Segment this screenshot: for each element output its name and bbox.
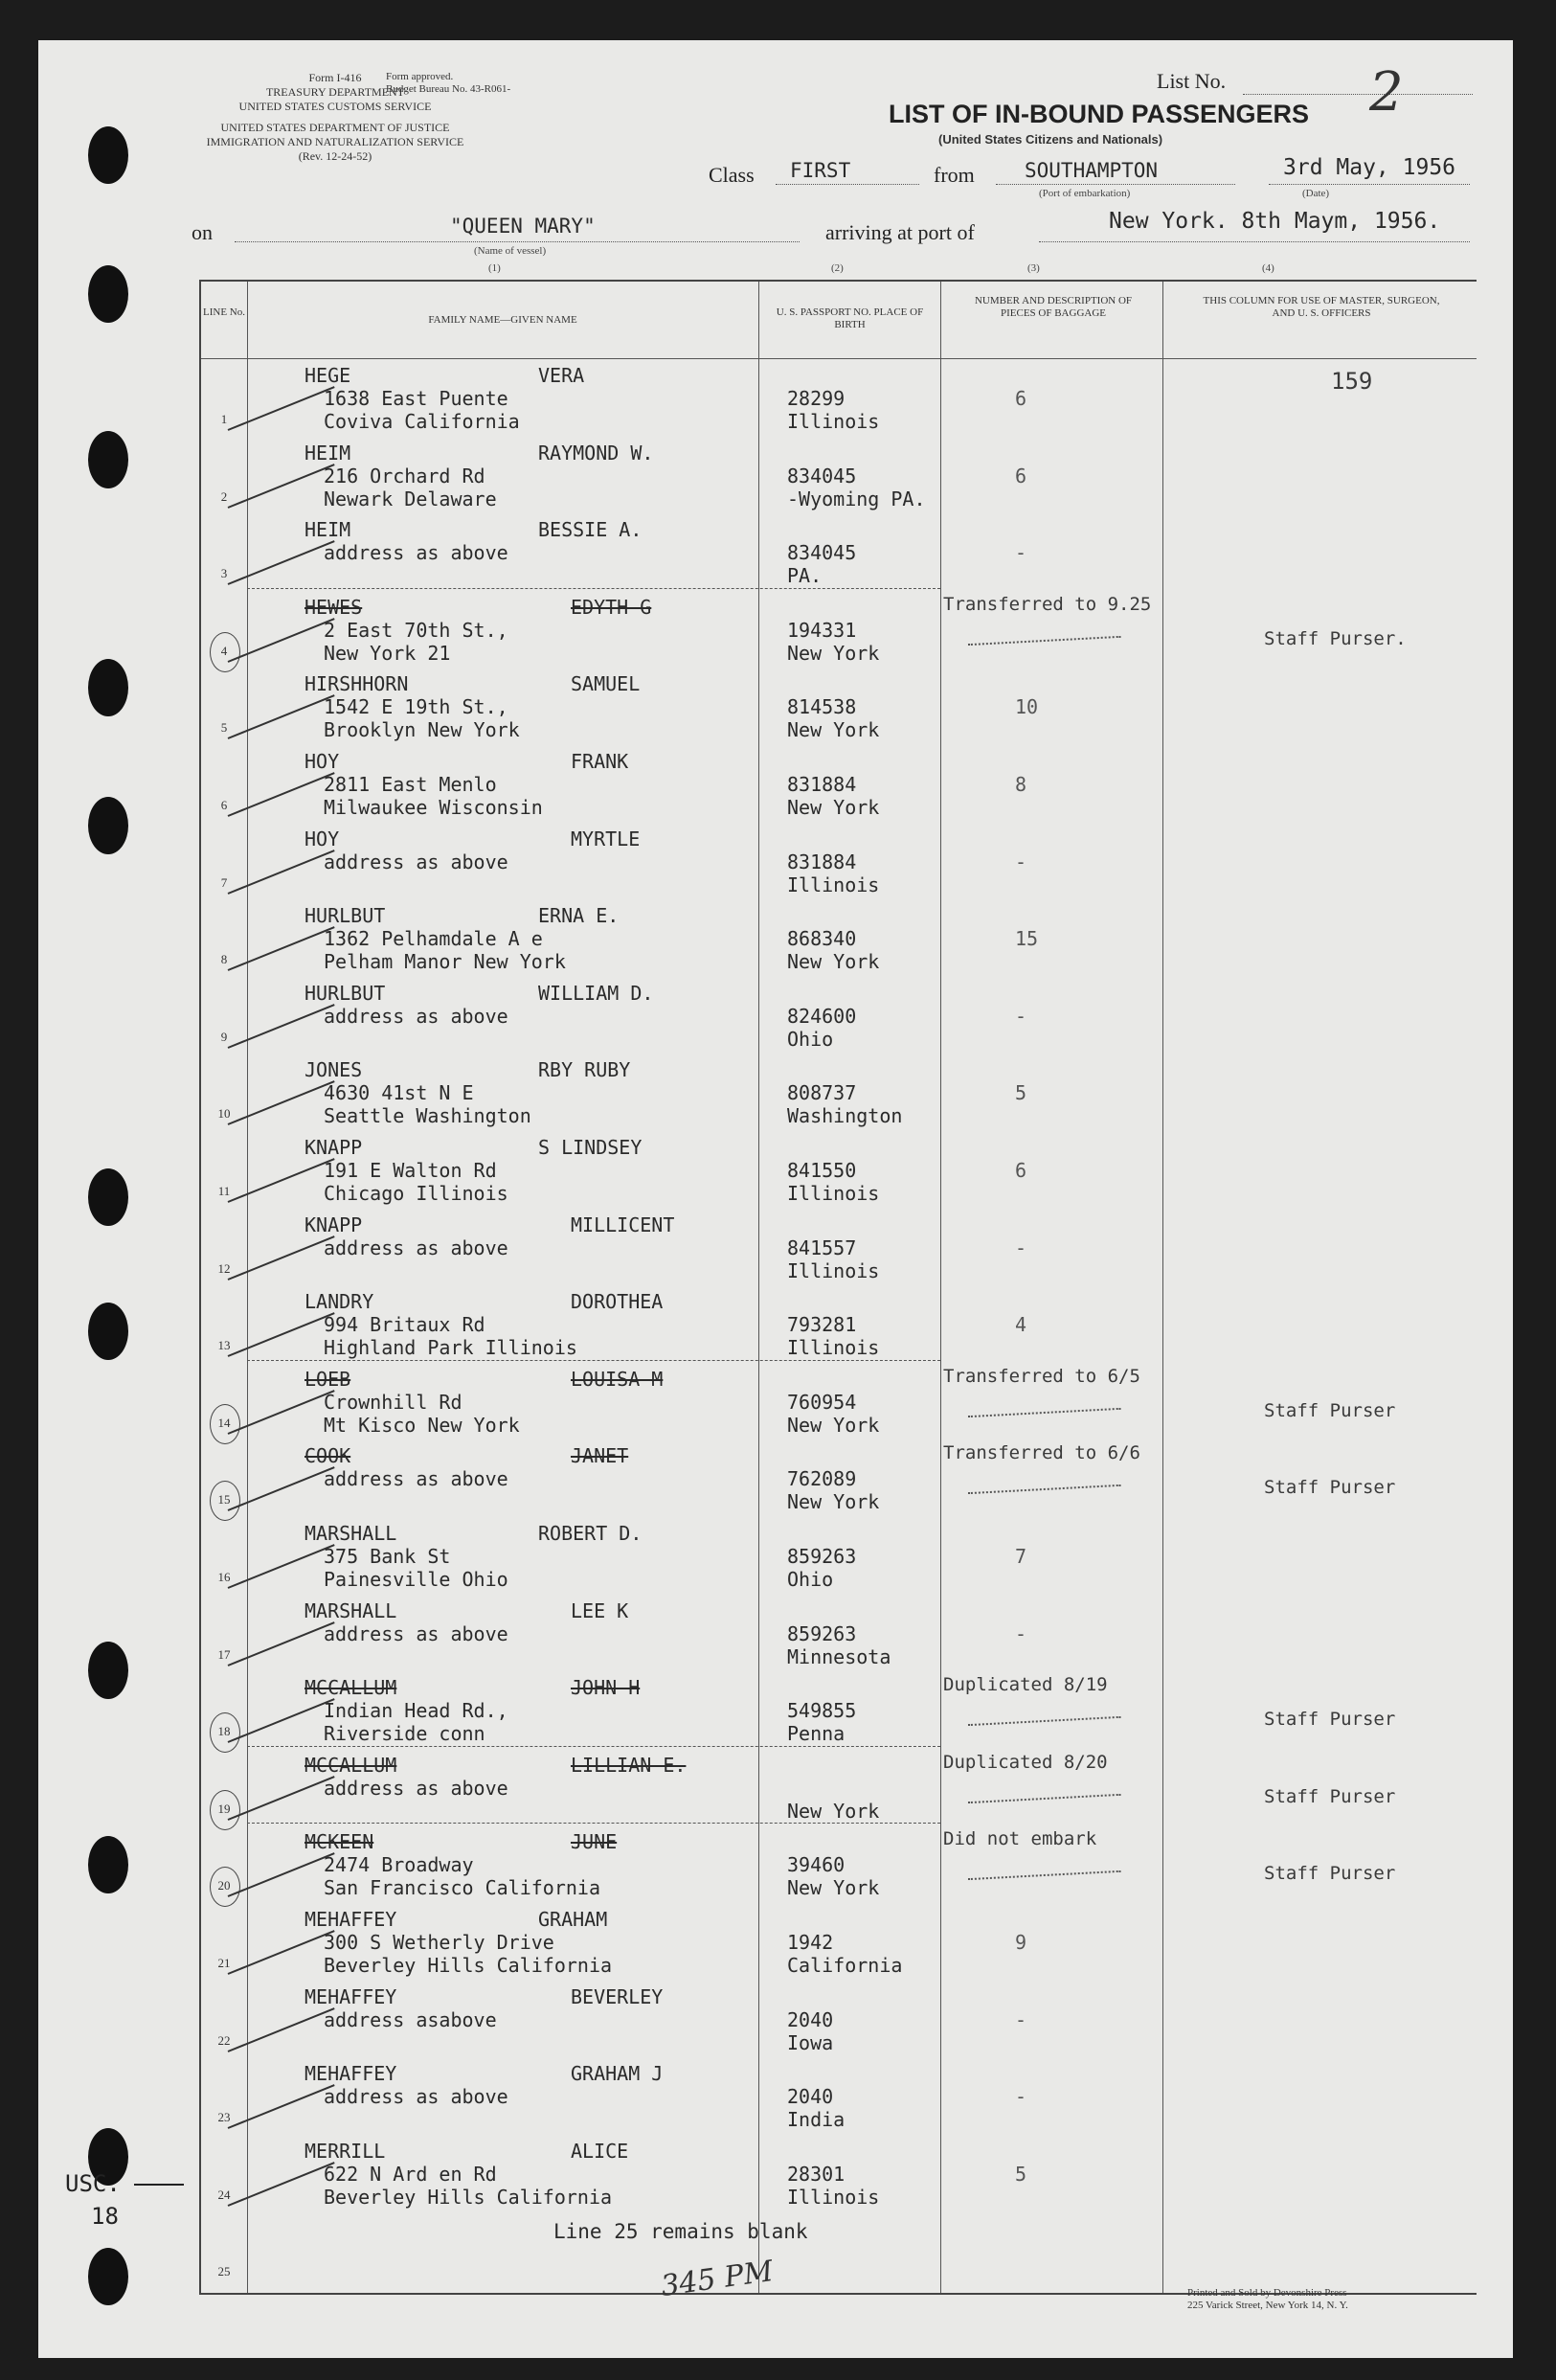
address-line-1: 622 N Ard en Rd: [324, 2162, 497, 2186]
address-line-2: Coviva California: [324, 410, 520, 433]
given-name: FRANK: [571, 750, 629, 773]
place-of-birth: PA.: [787, 564, 823, 588]
address-line-2: Milwaukee Wisconsin: [324, 796, 543, 819]
family-name: HEWES: [304, 595, 363, 619]
address-line-1: 2474 Broadway: [324, 1853, 474, 1877]
line-number: 2: [220, 488, 228, 504]
place-of-birth: New York: [787, 1876, 880, 1900]
column-header-officers: THIS COLUMN FOR USE OF MASTER, SURGEON, AND U. S. OFFICERS: [1203, 295, 1440, 319]
baggage-count: -: [1015, 1004, 1027, 1028]
given-name: MYRTLE: [571, 827, 641, 850]
embarkation-caption: (Port of embarkation): [1039, 188, 1131, 199]
line-number: 12: [217, 1260, 231, 1276]
check-mark: [228, 1312, 335, 1357]
given-name: LEE K: [571, 1598, 629, 1622]
passenger-list-sheet: [38, 40, 1513, 2358]
passport-number: 762089: [787, 1467, 857, 1491]
passport-number: 549855: [787, 1699, 857, 1723]
place-of-birth: New York: [787, 1799, 880, 1823]
given-name: LOUISA M: [571, 1367, 664, 1391]
line-number: 10: [217, 1106, 231, 1122]
circled-line-mark: [210, 1712, 240, 1753]
family-name: MERRILL: [304, 2139, 386, 2163]
place-of-birth: New York: [787, 1413, 880, 1437]
check-mark: [228, 850, 335, 895]
address-line-1: 375 Bank St: [324, 1545, 451, 1568]
officer-note: Staff Purser: [1264, 1863, 1396, 1885]
passport-number: 841557: [787, 1235, 857, 1259]
check-mark: [228, 1004, 335, 1049]
column-number-2: (2): [831, 262, 844, 274]
passport-number: 831884: [787, 850, 857, 873]
baggage-count: 5: [1015, 2162, 1027, 2186]
given-name: GRAHAM J: [571, 2062, 664, 2086]
row-separator: [247, 588, 940, 589]
printer-credit: Printed and Sold by Devonshire Press 225 Varick Street, New York 14, N. Y.: [1187, 2287, 1348, 2311]
place-of-birth: Illinois: [787, 873, 880, 896]
place-of-birth: Illinois: [787, 1182, 880, 1205]
family-name: HURLBUT: [304, 904, 386, 928]
given-name: RBY RUBY: [538, 1058, 631, 1082]
document-title: LIST OF IN-BOUND PASSENGERS: [889, 100, 1310, 128]
address-line-1: 216 Orchard Rd: [324, 464, 485, 487]
family-name: LOEB: [304, 1367, 351, 1391]
check-mark: [228, 1081, 335, 1126]
circled-line-mark: [210, 632, 240, 672]
passport-number: 868340: [787, 927, 857, 951]
binder-hole: [88, 1303, 128, 1360]
passport-number: 2040: [787, 2007, 834, 2031]
line-number: 1: [220, 412, 228, 426]
given-name: BEVERLEY: [571, 1984, 664, 2008]
address-line-1: address as above: [324, 850, 508, 873]
place-of-birth: New York: [787, 718, 880, 742]
address-line-2: Newark Delaware: [324, 487, 497, 510]
embarkation-underline: [996, 184, 1235, 185]
check-mark: [228, 618, 335, 663]
row-separator: [247, 1360, 940, 1361]
check-mark: [228, 464, 335, 509]
place-of-birth: Washington: [787, 1104, 903, 1128]
date-caption: (Date): [1302, 188, 1330, 199]
address-line-1: address as above: [324, 541, 508, 565]
baggage-count: -: [1015, 2007, 1027, 2031]
margin-strike-mark: [134, 2184, 184, 2186]
passport-number: 194331: [787, 618, 857, 642]
baggage-remark: Transferred to 6/5: [943, 1365, 1140, 1387]
vessel-underline: [235, 241, 800, 242]
margin-note-usc: USC.: [65, 2170, 121, 2197]
on-label: on: [192, 220, 213, 244]
line-number: 6: [220, 798, 228, 812]
margin-note-number: 18: [91, 2203, 119, 2230]
class-value: FIRST: [790, 159, 851, 182]
line-number: 15: [217, 1492, 231, 1507]
baggage-count: -: [1015, 1621, 1027, 1645]
blank-line-note: Line 25 remains blank: [553, 2220, 808, 2244]
passport-number: 28299: [787, 387, 846, 410]
budget-approval: Form approved. Budget Bureau No. 43-R061-: [386, 71, 511, 95]
address-line-2: Riverside conn: [324, 1722, 485, 1746]
baggage-count: 5: [1015, 1081, 1027, 1105]
embarkation-port: SOUTHAMPTON: [1025, 159, 1159, 182]
check-mark: [228, 2162, 335, 2207]
passport-number: 859263: [787, 1545, 857, 1568]
arrival-underline: [1039, 241, 1470, 242]
family-name: MCCALLUM: [304, 1753, 397, 1777]
address-line-2: Pelham Manor New York: [324, 950, 566, 974]
place-of-birth: Ohio: [787, 1568, 834, 1591]
family-name: MCKEEN: [304, 1830, 374, 1854]
given-name: JANET: [571, 1444, 629, 1468]
address-line-1: address asabove: [324, 2007, 497, 2031]
baggage-count: 6: [1015, 464, 1027, 487]
column-header-name: FAMILY NAME—GIVEN NAME: [428, 314, 577, 326]
class-label: Class: [709, 163, 755, 187]
given-name: MILLICENT: [571, 1213, 675, 1236]
family-name: JONES: [304, 1058, 363, 1082]
address-line-2: San Francisco California: [324, 1876, 600, 1900]
passenger-rows: [201, 282, 1477, 2293]
address-line-1: address as above: [324, 1776, 508, 1800]
line-number: 7: [220, 874, 228, 890]
check-mark: [228, 1390, 335, 1435]
document-subtitle: (United States Citizens and Nationals): [938, 132, 1163, 147]
place-of-birth: New York: [787, 796, 880, 819]
column-number-4: (4): [1262, 262, 1274, 274]
list-number-label: List No.: [1157, 69, 1227, 93]
baggage-count: -: [1015, 850, 1027, 873]
baggage-count: 10: [1015, 695, 1039, 719]
given-name: WILLIAM D.: [538, 981, 654, 1005]
family-name: MARSHALL: [304, 1598, 397, 1622]
list-number: 2: [1369, 61, 1404, 124]
check-mark: [228, 926, 335, 971]
line-number: 3: [220, 566, 228, 581]
line-number: 21: [217, 1956, 231, 1970]
officer-note: Staff Purser: [1264, 1399, 1396, 1421]
baggage-count: -: [1015, 541, 1027, 565]
given-name: ALICE: [571, 2139, 629, 2163]
family-name: KNAPP: [304, 1213, 363, 1236]
check-mark: [228, 2084, 335, 2129]
check-mark: [228, 1776, 335, 1821]
family-name: HEGE: [304, 364, 351, 387]
address-line-1: 994 Britaux Rd: [324, 1313, 485, 1337]
line-number: 14: [217, 1415, 231, 1430]
baggage-count: -: [1015, 1235, 1027, 1259]
passport-number: 834045: [787, 464, 857, 487]
vessel-caption: (Name of vessel): [474, 245, 547, 257]
address-line-1: address as above: [324, 2085, 508, 2109]
passport-number: 831884: [787, 773, 857, 796]
line-number: 25: [217, 2264, 231, 2279]
line-number: 19: [217, 1801, 231, 1816]
place-of-birth: Penna: [787, 1722, 846, 1746]
given-name: EDYTH G: [571, 595, 652, 619]
family-name: HIRSHHORN: [304, 672, 409, 696]
passport-number: 859263: [787, 1621, 857, 1645]
address-line-1: address as above: [324, 1621, 508, 1645]
binder-hole: [88, 2248, 128, 2305]
binder-hole: [88, 797, 128, 854]
family-name: KNAPP: [304, 1136, 363, 1159]
address-line-1: Crownhill Rd: [324, 1390, 462, 1414]
baggage-count: 7: [1015, 1545, 1027, 1568]
place-of-birth: Minnesota: [787, 1644, 891, 1668]
binder-hole: [88, 265, 128, 323]
check-mark: [228, 2007, 335, 2052]
arriving-label: arriving at port of: [825, 220, 975, 244]
line-number: 8: [220, 952, 228, 967]
place-of-birth: Iowa: [787, 2030, 834, 2054]
embarkation-date: 3rd May, 1956: [1283, 155, 1456, 180]
class-underline: [776, 184, 919, 185]
passport-number: 39460: [787, 1853, 846, 1877]
place-of-birth: New York: [787, 1490, 880, 1514]
line-number: 18: [217, 1724, 231, 1739]
baggage-count: 6: [1015, 387, 1027, 410]
passport-number: 793281: [787, 1313, 857, 1337]
check-mark: [228, 1158, 335, 1203]
baggage-count: 4: [1015, 1313, 1027, 1337]
address-line-1: 1638 East Puente: [324, 387, 508, 410]
address-line-1: 4630 41st N E: [324, 1081, 474, 1105]
place-of-birth: -Wyoming PA.: [787, 487, 926, 510]
family-name: HEIM: [304, 518, 351, 542]
officer-note: 159: [1331, 368, 1373, 395]
given-name: ERNA E.: [538, 904, 620, 928]
binder-hole: [88, 1836, 128, 1893]
place-of-birth: India: [787, 2108, 846, 2132]
check-mark: [228, 1930, 335, 1975]
circled-line-mark: [210, 1790, 240, 1830]
place-of-birth: Illinois: [787, 1336, 880, 1360]
binder-hole: [88, 431, 128, 488]
line-number: 13: [217, 1338, 231, 1353]
vessel-name: "QUEEN MARY": [450, 215, 596, 238]
binder-hole: [88, 659, 128, 716]
passport-number: 841550: [787, 1159, 857, 1182]
line-number: 22: [217, 2032, 231, 2048]
given-name: GRAHAM: [538, 1908, 608, 1931]
address-line-1: address as above: [324, 1004, 508, 1028]
address-line-2: Beverley Hills California: [324, 2185, 613, 2209]
family-name: MEHAFFEY: [304, 1984, 397, 2008]
binder-hole: [88, 1642, 128, 1699]
baggage-count: 6: [1015, 1159, 1027, 1182]
family-name: LANDRY: [304, 1290, 374, 1314]
officer-note: Staff Purser: [1264, 1785, 1396, 1807]
circled-line-mark: [210, 1404, 240, 1444]
circled-line-mark: [210, 1481, 240, 1521]
given-name: RAYMOND W.: [538, 441, 654, 465]
check-mark: [228, 1621, 335, 1666]
column-number-1: (1): [488, 262, 501, 274]
binder-hole: [88, 126, 128, 184]
check-mark: [228, 1853, 335, 1898]
binder-hole: [88, 1168, 128, 1226]
given-name: LILLIAN E.: [571, 1753, 687, 1777]
baggage-count: 9: [1015, 1931, 1027, 1954]
passport-number: 1942: [787, 1931, 834, 1954]
received-time-stamp: 345 PM: [659, 2254, 776, 2304]
place-of-birth: Illinois: [787, 410, 880, 433]
line-number: 9: [220, 1029, 228, 1044]
list-number-underline: [1243, 94, 1473, 95]
given-name: SAMUEL: [571, 672, 641, 696]
place-of-birth: Illinois: [787, 1258, 880, 1282]
check-mark: [228, 1698, 335, 1743]
line-number: 23: [217, 2110, 231, 2125]
line-number: 4: [220, 643, 228, 658]
given-name: BESSIE A.: [538, 518, 643, 542]
address-line-2: Chicago Illinois: [324, 1182, 508, 1205]
address-line-1: address as above: [324, 1467, 508, 1491]
line-number: 5: [220, 720, 228, 736]
staff-purser-signature: [966, 1842, 1120, 1880]
officer-note: Staff Purser.: [1264, 627, 1407, 649]
officer-note: Staff Purser: [1264, 1709, 1396, 1731]
family-name: MEHAFFEY: [304, 1908, 397, 1931]
address-line-2: Painesville Ohio: [324, 1568, 508, 1591]
from-label: from: [934, 163, 975, 187]
column-header-line-no: LINE No.: [203, 306, 245, 318]
address-line-1: 300 S Wetherly Drive: [324, 1931, 554, 1954]
check-mark: [228, 540, 335, 585]
family-name: HURLBUT: [304, 981, 386, 1005]
check-mark: [228, 386, 335, 431]
passport-number: 2040: [787, 2085, 834, 2109]
check-mark: [228, 772, 335, 817]
address-line-1: 191 E Walton Rd: [324, 1159, 497, 1182]
address-line-1: address as above: [324, 1235, 508, 1259]
family-name: COOK: [304, 1444, 351, 1468]
address-line-1: 1362 Pelhamdale A e: [324, 927, 543, 951]
row-separator: [247, 1746, 940, 1747]
address-line-2: New York 21: [324, 641, 451, 665]
department-block: UNITED STATES DEPARTMENT OF JUSTICE IMMIGRATION AND NATURALIZATION SERVICE (Rev. 12-24-52): [206, 121, 464, 163]
given-name: ROBERT D.: [538, 1522, 643, 1545]
column-header-baggage: NUMBER AND DESCRIPTION OF PIECES OF BAGGAGE: [974, 295, 1133, 319]
check-mark: [228, 1467, 335, 1512]
address-line-2: Beverley Hills California: [324, 1954, 613, 1977]
line-number: 24: [217, 2187, 231, 2202]
given-name: JUNE: [571, 1830, 618, 1854]
passport-number: 814538: [787, 695, 857, 719]
row-separator: [247, 1823, 940, 1824]
column-header-passport: U. S. PASSPORT NO. PLACE OF BIRTH: [776, 306, 924, 330]
place-of-birth: California: [787, 1954, 903, 1977]
family-name: MCCALLUM: [304, 1676, 397, 1700]
address-line-1: 2 East 70th St.,: [324, 618, 508, 642]
passport-number: 834045: [787, 541, 857, 565]
family-name: HEIM: [304, 441, 351, 465]
address-line-1: Indian Head Rd.,: [324, 1699, 508, 1723]
family-name: MARSHALL: [304, 1522, 397, 1545]
line-number: 11: [217, 1184, 231, 1198]
given-name: DOROTHEA: [571, 1290, 664, 1314]
address-line-2: Mt Kisco New York: [324, 1413, 520, 1437]
baggage-count: 8: [1015, 773, 1027, 796]
given-name: S LINDSEY: [538, 1136, 643, 1159]
address-line-1: 2811 East Menlo: [324, 773, 497, 796]
line-number: 20: [217, 1878, 231, 1893]
baggage-remark: Did not embark: [943, 1828, 1097, 1850]
baggage-remark: Transferred to 6/6: [943, 1442, 1140, 1464]
place-of-birth: Ohio: [787, 1027, 834, 1051]
place-of-birth: New York: [787, 641, 880, 665]
baggage-count: 15: [1015, 927, 1039, 951]
address-line-2: Highland Park Illinois: [324, 1336, 577, 1360]
baggage-remark: Duplicated 8/19: [943, 1674, 1108, 1696]
check-mark: [228, 1235, 335, 1281]
passport-number: 808737: [787, 1081, 857, 1105]
date-underline: [1269, 184, 1470, 185]
line-number: 16: [217, 1570, 231, 1584]
address-line-2: Brooklyn New York: [324, 718, 520, 742]
arrival-port-date: New York. 8th Maym, 1956.: [1109, 209, 1441, 234]
family-name: MEHAFFEY: [304, 2062, 397, 2086]
baggage-remark: Transferred to 9.25: [943, 593, 1152, 615]
circled-line-mark: [210, 1867, 240, 1907]
line-number: 17: [217, 1646, 231, 1662]
column-number-3: (3): [1027, 262, 1040, 274]
given-name: JOHN H: [571, 1676, 641, 1700]
staff-purser-signature: [966, 1688, 1120, 1726]
family-name: HOY: [304, 750, 340, 773]
passport-number: 824600: [787, 1004, 857, 1028]
family-name: HOY: [304, 827, 340, 850]
staff-purser-signature: [966, 1456, 1120, 1494]
form-number: Form I-416 TREASURY DEPARTMENT UNITED STATES CUSTOMS SERVICE: [238, 71, 432, 113]
baggage-count: -: [1015, 2085, 1027, 2109]
baggage-remark: Duplicated 8/20: [943, 1751, 1108, 1773]
given-name: VERA: [538, 364, 585, 387]
passenger-table: [199, 280, 1477, 2295]
passport-number: 28301: [787, 2162, 846, 2186]
place-of-birth: New York: [787, 950, 880, 974]
passport-number: 760954: [787, 1390, 857, 1414]
check-mark: [228, 695, 335, 740]
address-line-2: Seattle Washington: [324, 1104, 531, 1128]
officer-note: Staff Purser: [1264, 1477, 1396, 1499]
address-line-1: 1542 E 19th St.,: [324, 695, 508, 719]
check-mark: [228, 1544, 335, 1589]
place-of-birth: Illinois: [787, 2185, 880, 2209]
